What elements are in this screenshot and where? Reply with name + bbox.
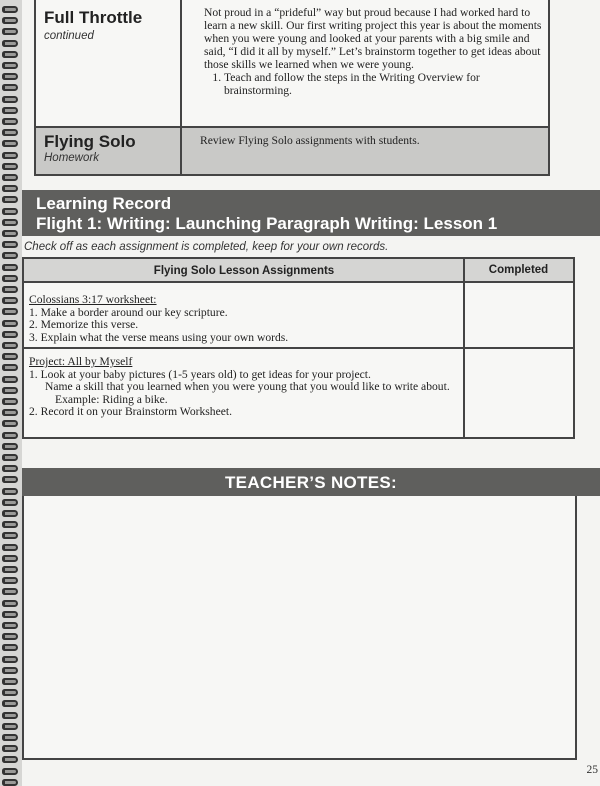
spiral-coil [2,768,18,775]
table-row [24,283,464,349]
spiral-coil [2,723,18,730]
spiral-coil [2,28,18,35]
learning-record-title: Learning Record [36,194,172,213]
teacher-notes-area[interactable] [22,496,577,760]
flying-solo-cell [36,128,182,174]
assignment-line: 2. Memorize this verse. [29,318,139,332]
spiral-coil [2,678,18,685]
spiral-coil [2,532,18,539]
spiral-coil [2,264,18,271]
spiral-coil [2,398,18,405]
spiral-coil [2,443,18,450]
completed-column-header: Completed [488,264,549,276]
spiral-coil [2,40,18,47]
spiral-coil [2,376,18,383]
learning-record-subtitle: Flight 1: Writing: Launching Paragraph Writing: Lesson 1 [36,214,498,233]
spiral-coil [2,454,18,461]
spiral-coil [2,779,18,786]
spiral-coil [2,622,18,629]
spiral-coil [2,712,18,719]
spiral-coil [2,152,18,159]
full-throttle-step: 1. Teach and follow the steps in the Writing Overview for brainstorming. [224,71,542,97]
spiral-coil [2,555,18,562]
full-throttle-content [182,0,550,126]
spiral-coil [2,521,18,528]
spiral-coil [2,756,18,763]
assignment-line: 1. Look at your baby pictures (1-5 years old) to get ideas for your project. [29,367,371,381]
spiral-coil [2,84,18,91]
instruction-text: Check off as each assignment is completed, keep for your own records. [24,241,389,253]
spiral-coil [2,174,18,181]
spiral-coil [2,73,18,80]
spiral-coil [2,644,18,651]
page-number: 25 [586,764,598,776]
spiral-coil [2,230,18,237]
full-throttle-steps [204,71,542,97]
spiral-coil [2,588,18,595]
spiral-binding [0,0,22,786]
spiral-coil [2,208,18,215]
flying-solo-row [36,126,548,174]
spiral-coil [2,241,18,248]
spiral-coil [2,499,18,506]
spiral-coil [2,163,18,170]
workbook-page [22,0,600,786]
spiral-coil [2,353,18,360]
spiral-coil [2,308,18,315]
spiral-coil [2,6,18,13]
spiral-coil [2,219,18,226]
spiral-coil [2,689,18,696]
spiral-coil [2,510,18,517]
spiral-coil [2,62,18,69]
spiral-coil [2,600,18,607]
spiral-coil [2,745,18,752]
spiral-coil [2,107,18,114]
spiral-coil [2,275,18,282]
flying-solo-text: Review Flying Solo assignments with students. [200,134,420,147]
assignment-line: Name a skill that you learned when you were young that you would like to write about. [45,380,450,394]
spiral-coil [2,409,18,416]
teacher-notes-header: TEACHER’S NOTES: [22,468,600,496]
spiral-coil [2,667,18,674]
spiral-coil [2,342,18,349]
assignments-table [22,257,575,439]
spiral-coil [2,331,18,338]
spiral-coil [2,700,18,707]
full-throttle-title: Full Throttle [44,8,143,27]
flying-solo-title: Flying Solo [44,132,136,151]
assignments-header-row [24,259,573,283]
spiral-coil [2,320,18,327]
spiral-coil [2,633,18,640]
spiral-coil [2,577,18,584]
spiral-coil [2,129,18,136]
spiral-coil [2,488,18,495]
spiral-coil [2,432,18,439]
assignment-line: 2. Record it on your Brainstorm Worksheet. [29,405,232,419]
full-throttle-cell [36,0,182,126]
spiral-coil [2,51,18,58]
spiral-coil [2,185,18,192]
spiral-coil [2,17,18,24]
spiral-coil [2,476,18,483]
spiral-coil [2,364,18,371]
spiral-coil [2,297,18,304]
spiral-coil [2,734,18,741]
spiral-coil [2,118,18,125]
full-throttle-paragraph: Not proud in a “prideful” way but proud because I had worked hard to learn a new skill. Our first writing project this year is about the moments when you were young and looked at your parents with a big smile and said, “I did it all by myself.” Let’s brainstorm together to get ideas about those skills we learned when we were young. [204,6,542,71]
spiral-coil [2,252,18,259]
spiral-coil [2,196,18,203]
spiral-coil [2,140,18,147]
assignment-title: Colossians 3:17 worksheet: [29,293,157,306]
spiral-coil [2,387,18,394]
lesson-table [34,0,550,176]
completed-cell[interactable] [464,283,573,349]
spiral-coil [2,611,18,618]
spiral-coil [2,465,18,472]
table-row [24,349,464,437]
assignment-title: Project: All by Myself [29,355,133,368]
flying-solo-subtitle: Homework [44,152,99,164]
learning-record-header [22,190,600,236]
assignment-line: 3. Explain what the verse means using your own words. [29,330,289,344]
spiral-coil [2,566,18,573]
spiral-coil [2,544,18,551]
full-throttle-subtitle: continued [44,30,94,42]
spiral-coil [2,286,18,293]
spiral-coil [2,96,18,103]
spiral-coil [2,656,18,663]
spiral-coil [2,420,18,427]
completed-cell[interactable] [464,349,573,437]
assignments-column-header: Flying Solo Lesson Assignments [153,265,335,277]
assignment-example: Example: Riding a bike. [55,392,168,406]
assignment-line: 1. Make a border around our key scripture. [29,305,228,319]
